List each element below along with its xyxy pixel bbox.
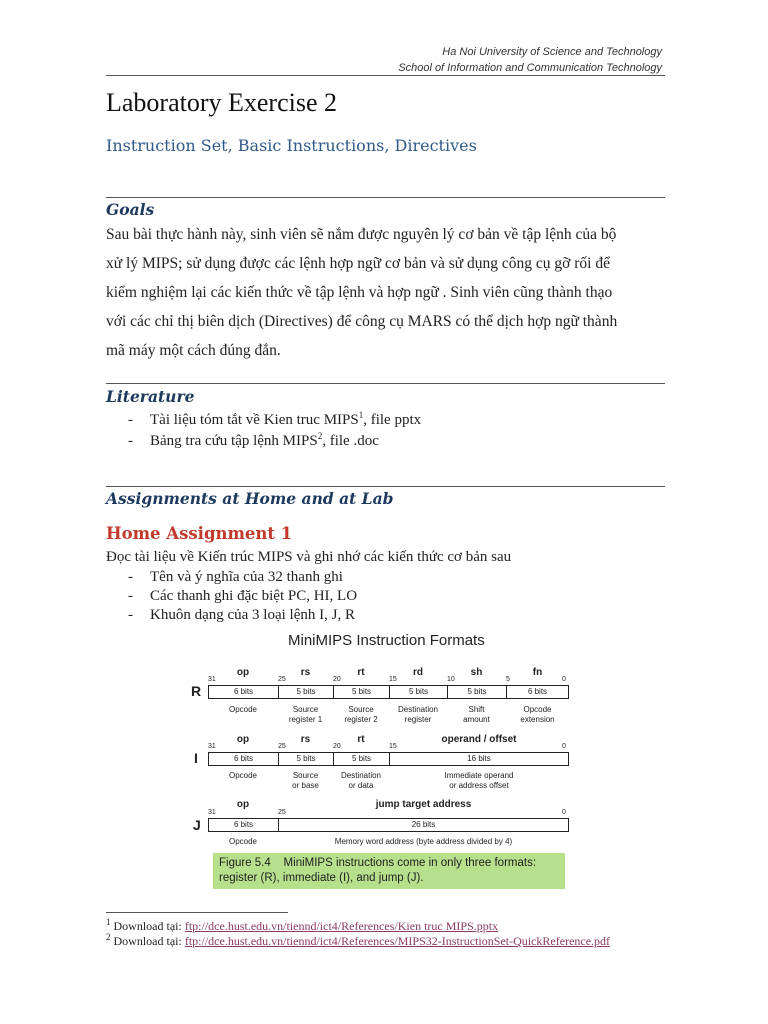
- bit-field-box: 5 bits: [389, 685, 447, 699]
- format-letter-i: I: [194, 750, 198, 766]
- footnote-link[interactable]: ftp://dce.hust.edu.vn/tiennd/ict4/References/Kien truc MIPS.pptx: [184, 919, 499, 933]
- field-description: Destination register: [397, 705, 439, 724]
- field-name-rs: rs: [300, 667, 311, 678]
- footnote-ref[interactable]: 1: [358, 410, 364, 420]
- field-name-rd: rd: [413, 667, 423, 678]
- bit-field-box: 5 bits: [278, 685, 333, 699]
- field-description: Source register 2: [344, 705, 378, 724]
- assignment-item-text: Các thanh ghi đặc biệt PC, HI, LO: [150, 588, 358, 604]
- footnote: [106, 934, 610, 949]
- header-school: School of Information and Communication Technology: [398, 62, 662, 74]
- bit-number: 25: [278, 743, 286, 750]
- literature-item: - Tài liệu tóm tắt về Kien truc MIPS$^1$, file pptx: [128, 410, 422, 428]
- field-description: Opcode extension: [520, 705, 555, 724]
- header-divider: [106, 75, 665, 76]
- goals-divider: [106, 197, 665, 198]
- field-name-op: op: [236, 667, 250, 678]
- goals-line: Sau bài thực hành này, sinh viên sẽ nắm được nguyên lý cơ bản về tập lệnh của bộ: [106, 226, 617, 243]
- format-letter-j: J: [193, 817, 201, 833]
- bit-number: 0: [562, 676, 566, 683]
- assignment-item: - Các thanh ghi đặc biệt PC, HI, LO: [128, 588, 358, 604]
- literature-item-text: Tài liệu tóm tắt về Kien truc MIPS: [150, 412, 359, 428]
- figure-caption: [213, 853, 565, 889]
- page-subtitle: Instruction Set, Basic Instructions, Directives: [106, 136, 477, 155]
- goals-line: kiểm nghiệm lại các kiến thức về tập lệnh và hợp ngữ . Sinh viên cũng thành thạo: [106, 284, 613, 301]
- bit-number: 20: [333, 743, 341, 750]
- bit-field-box: 5 bits: [278, 752, 333, 766]
- field-name-jump-target: jump target address: [375, 799, 472, 810]
- assignment-item-text: Tên và ý nghĩa của 32 thanh ghi: [150, 569, 343, 585]
- field-description: Destination or data: [340, 771, 382, 790]
- goals-paragraph: [106, 220, 666, 365]
- bit-field-box: 5 bits: [447, 685, 506, 699]
- footnote-label: Download tại:: [110, 934, 185, 948]
- caption-line: register (R), immediate (I), and jump (J).: [219, 872, 424, 884]
- field-name-op: op: [236, 734, 250, 745]
- field-description: Shift amount: [463, 705, 490, 724]
- bit-number: 15: [389, 743, 397, 750]
- field-name-rt: rt: [357, 667, 365, 678]
- footnote-number: 1: [106, 917, 111, 927]
- field-description: Opcode: [228, 771, 258, 780]
- goals-line: mã máy một cách đúng đắn.: [106, 342, 281, 359]
- field-name-sh: sh: [470, 667, 483, 678]
- bit-number: 25: [278, 676, 286, 683]
- bit-field-box: 6 bits: [506, 685, 569, 699]
- assignments-divider: [106, 486, 665, 487]
- field-description: Source or base: [292, 771, 319, 790]
- page-title: Laboratory Exercise 2: [106, 88, 338, 117]
- goals-heading: Goals: [106, 200, 155, 219]
- assignment-item: - Tên và ý nghĩa của 32 thanh ghi: [128, 569, 343, 585]
- bit-field-box: 26 bits: [278, 818, 569, 832]
- bit-number: 31: [208, 809, 216, 816]
- header-university: Ha Noi University of Science and Technology: [442, 46, 662, 58]
- field-description: Opcode: [228, 837, 258, 846]
- footnote-label: Download tại:: [110, 919, 185, 933]
- format-letter-r: R: [191, 683, 202, 699]
- literature-heading: Literature: [106, 387, 195, 406]
- literature-item-suffix: , file pptx: [363, 412, 422, 428]
- footnote-link[interactable]: ftp://dce.hust.edu.vn/tiennd/ict4/References/MIPS32-InstructionSet-QuickReference.pdf: [184, 934, 611, 948]
- bit-number: 10: [447, 676, 455, 683]
- goals-line: xử lý MIPS; sử dụng được các lệnh hợp ngữ cơ bản và sử dụng công cụ gỡ rối để: [106, 255, 610, 272]
- assignments-heading: Assignments at Home and at Lab: [106, 489, 394, 508]
- field-name-rt: rt: [357, 734, 365, 745]
- bit-field-box: 6 bits: [208, 752, 278, 766]
- caption-line: Figure 5.4 MiniMIPS instructions come in only three formats:: [219, 857, 537, 869]
- bit-number: 0: [562, 809, 566, 816]
- bit-number: 25: [278, 809, 286, 816]
- field-name-operand-offset: operand / offset: [441, 734, 517, 745]
- field-name-fn: fn: [532, 667, 543, 678]
- literature-item-suffix: , file .doc: [322, 433, 379, 449]
- field-name-op: op: [236, 799, 250, 810]
- goals-line: với các chỉ thị biên dịch (Directives) để công cụ MARS có thể dịch hợp ngữ thành: [106, 313, 618, 330]
- bit-number: 5: [506, 676, 510, 683]
- footnote-ref[interactable]: 2: [317, 431, 323, 441]
- assignment-item: - Khuôn dạng của 3 loại lệnh I, J, R: [128, 607, 355, 623]
- bit-field-box: 5 bits: [333, 752, 389, 766]
- assignment-item-text: Khuôn dạng của 3 loại lệnh I, J, R: [150, 607, 355, 623]
- literature-item-text: Bảng tra cứu tập lệnh MIPS: [150, 433, 318, 449]
- footnote-divider: [106, 912, 288, 913]
- field-description: Source register 1: [288, 705, 323, 724]
- bit-number: 0: [562, 743, 566, 750]
- bit-number: 20: [333, 676, 341, 683]
- bit-field-box: 6 bits: [208, 818, 278, 832]
- bit-number: 31: [208, 676, 216, 683]
- bit-field-box: 6 bits: [208, 685, 278, 699]
- assignment-intro: Đọc tài liệu về Kiến trúc MIPS và ghi nhớ các kiến thức cơ bản sau: [106, 549, 512, 565]
- field-description: Opcode: [228, 705, 258, 714]
- diagram-title: MiniMIPS Instruction Formats: [288, 632, 485, 649]
- field-description: Immediate operand or address offset: [444, 771, 514, 790]
- home-assignment-title: Home Assignment 1: [106, 524, 293, 543]
- literature-item: - Bảng tra cứu tập lệnh MIPS$^2$, file .doc: [128, 431, 379, 449]
- bit-number: 31: [208, 743, 216, 750]
- footnote-number: 2: [106, 932, 111, 942]
- literature-divider: [106, 383, 665, 384]
- field-name-rs: rs: [300, 734, 311, 745]
- footnote: [106, 919, 498, 934]
- bit-field-box: 5 bits: [333, 685, 389, 699]
- bit-number: 15: [389, 676, 397, 683]
- bit-field-box: 16 bits: [389, 752, 569, 766]
- field-description: Memory word address (byte address divided by 4): [334, 837, 513, 846]
